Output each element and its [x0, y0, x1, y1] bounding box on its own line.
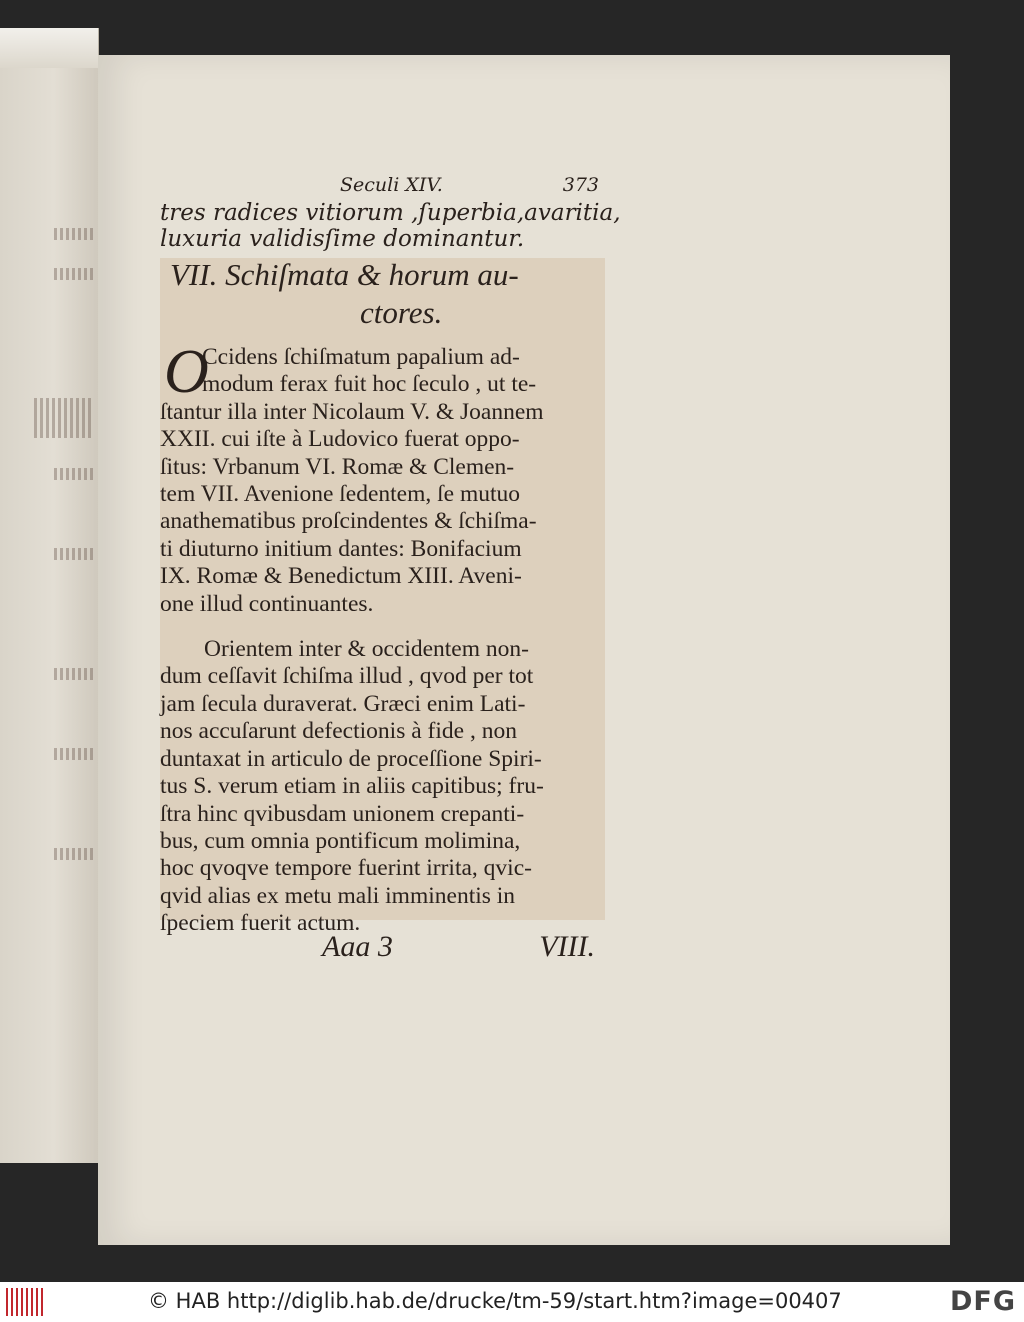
ink-bleed: [54, 468, 94, 480]
ink-bleed: [54, 848, 94, 860]
page-number: 373: [562, 174, 599, 196]
text-line: tres radices vitiorum ,ſuperbia,avaritia,: [160, 200, 621, 226]
text-line: ſpeciem fuerit actum.: [160, 910, 361, 937]
ink-bleed: [54, 228, 94, 240]
text-line: ſtra hinc qvibusdam unionem crepanti-: [160, 800, 525, 827]
text-line: ti diuturno initium dantes: Bonifacium: [160, 535, 522, 562]
library-logo-icon: [6, 1288, 46, 1316]
text-line: anathematibus proſcindentes & ſchiſma-: [160, 508, 537, 535]
paragraph: [160, 636, 605, 937]
ink-bleed: [34, 398, 94, 438]
section-heading: [160, 256, 605, 332]
viewer-footer: [0, 1282, 1024, 1322]
dfg-logo: DFG: [949, 1286, 1016, 1317]
heading-line: VII. Schiſmata & horum au-: [170, 257, 519, 292]
ink-bleed: [54, 668, 94, 680]
ink-bleed: [54, 268, 94, 280]
copyright-url[interactable]: © HAB http://diglib.hab.de/drucke/tm-59/start.htm?image=00407: [148, 1289, 842, 1313]
page-foot: [160, 930, 605, 970]
text-line: tem VII. Avenione ſedentem, ſe mutuo: [160, 481, 521, 508]
signature-mark: Aaa 3: [322, 930, 393, 963]
facing-page-top: [0, 28, 98, 68]
text-line: Ccidens ſchiſmatum papalium ad-: [202, 344, 520, 370]
text-line: ſitus: Vrbanum VI. Romæ & Clemen-: [160, 453, 515, 480]
intro-lines: [160, 200, 621, 252]
text-line: hoc qvoqve tempore fuerint irrita, qvic-: [160, 855, 532, 882]
ink-bleed: [54, 548, 94, 560]
facing-page-edge: [0, 28, 99, 1163]
text-line: Orientem inter & occidentem non-: [204, 636, 529, 663]
text-line: dum ceſſavit ſchiſma illud , qvod per tot: [160, 663, 534, 690]
text-line: luxuria validisſime dominantur.: [160, 226, 525, 252]
paragraph: [160, 338, 605, 618]
running-title: Seculi XIV.: [340, 174, 443, 196]
text-line: tus S. verum etiam in aliis capitibus; fru-: [160, 773, 544, 800]
text-line: qvid alias ex metu mali imminentis in: [160, 882, 516, 909]
text-line: modum ferax fuit hoc ſeculo , ut te-: [202, 371, 537, 398]
drop-cap: O: [164, 338, 209, 406]
text-line: one illud continuantes.: [160, 590, 374, 617]
text-line: nos accuſarunt defectionis à fide , non: [160, 718, 517, 745]
heading-line: ctores.: [360, 295, 443, 330]
text-block: [160, 168, 621, 938]
text-line: IX. Romæ & Benedictum XIII. Aveni-: [160, 563, 522, 590]
text-line: bus, cum omnia pontificum molimina,: [160, 827, 521, 854]
catchword: VIII.: [539, 930, 595, 963]
text-line: duntaxat in articulo de proceſſione Spiri-: [160, 745, 542, 772]
running-head: [160, 168, 605, 200]
text-line: XXII. cui iſte à Ludovico fuerat oppo-: [160, 426, 520, 453]
text-line: jam ſecula duraverat. Græci enim Lati-: [160, 690, 526, 717]
text-line: ſtantur illa inter Nicolaum V. & Joannem: [160, 398, 544, 425]
ink-bleed: [54, 748, 94, 760]
